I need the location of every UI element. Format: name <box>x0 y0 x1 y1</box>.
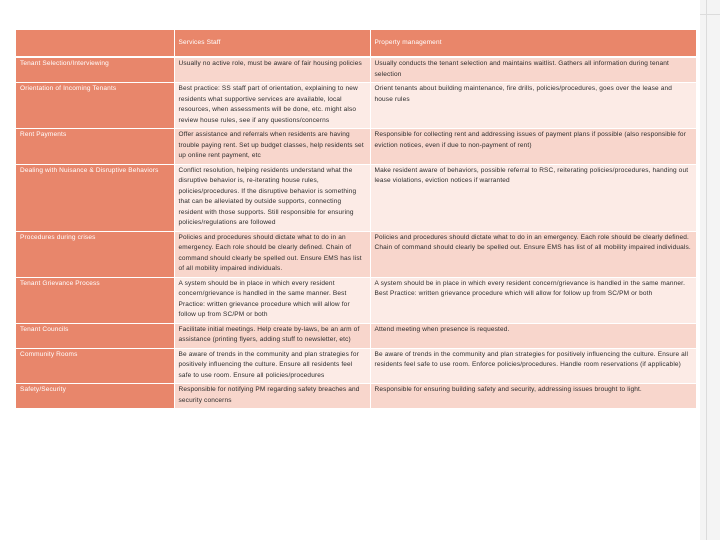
property-cell: Usually conducts the tenant selection and maintains waitlist. Gathers all information during tenant selection <box>370 57 696 83</box>
row-label: Community Rooms <box>16 348 174 384</box>
table-row <box>16 384 696 409</box>
property-cell: Make resident aware of behaviors, possible referral to RSC, reiterating policies/procedures, handing out lease violations, eviction notices if warranted <box>370 164 696 231</box>
table-row <box>16 323 696 348</box>
property-cell: Responsible for ensuring building safety and security, addressing issues brought to light. <box>370 384 696 409</box>
property-cell: A system should be in place in which every resident concern/grievance is handled in the same manner. Best Practice: written grievance procedure which will allow for follow up from SC/PM or both <box>370 277 696 323</box>
services-cell: Policies and procedures should dictate what to do in an emergency. Each role should be clearly defined. Chain of command should clearly be spelled out. Ensure EMS has list of all mobility impaired individuals. <box>174 231 370 277</box>
row-label: Procedures during crises <box>16 231 174 277</box>
property-cell: Attend meeting when presence is requested. <box>370 323 696 348</box>
roles-table <box>16 30 696 409</box>
services-cell: A system should be in place in which every resident concern/grievance is handled in the same manner. Best Practice: written grievance procedure which will allow for follow up from SC/PM or both <box>174 277 370 323</box>
property-cell: Responsible for collecting rent and addressing issues of payment plans if possible (also responsible for eviction notices, even if due to non-payment of rent) <box>370 129 696 165</box>
property-cell: Orient tenants about building maintenance, fire drills, policies/procedures, goes over the lease and house rules <box>370 83 696 129</box>
property-cell: Policies and procedures should dictate what to do in an emergency. Each role should be clearly defined. Chain of command should clearly be spelled out. Ensure EMS has list of all mobility impaired individuals. <box>370 231 696 277</box>
services-cell: Responsible for notifying PM regarding safety breaches and security concerns <box>174 384 370 409</box>
header-property-management: Property management <box>370 30 696 57</box>
services-cell: Offer assistance and referrals when residents are having trouble paying rent. Set up budget classes, help residents set up online rent payment, etc <box>174 129 370 165</box>
row-label: Rent Payments <box>16 129 174 165</box>
services-cell: Best practice: SS staff part of orientation, explaining to new residents what supportive services are available, local resources, when assessments will be done, etc. might also review house rules, see if any questions/concerns <box>174 83 370 129</box>
services-cell: Facilitate initial meetings. Help create by-laws, be an arm of assistance (printing flyers, adding stuff to newsletter, etc) <box>174 323 370 348</box>
page-number: 9 <box>656 466 663 480</box>
table-row <box>16 348 696 384</box>
row-label: Dealing with Nuisance & Disruptive Behaviors <box>16 164 174 231</box>
table-header-row <box>16 30 696 57</box>
property-cell: Be aware of trends in the community and plan strategies for positively influencing the culture. Ensure all residents feel safe to use room. Enforce policies/procedures. Handle room reservations (if applicable) <box>370 348 696 384</box>
row-label: Tenant Selection/Interviewing <box>16 57 174 83</box>
row-label: Tenant Grievance Process <box>16 277 174 323</box>
row-label: Orientation of Incoming Tenants <box>16 83 174 129</box>
table-row <box>16 129 696 165</box>
header-empty-cell <box>16 30 174 57</box>
slide-right-border-line <box>706 0 707 540</box>
services-cell: Usually no active role, must be aware of fair housing policies <box>174 57 370 83</box>
slide-top-corner-line <box>700 14 720 15</box>
slide-right-border <box>700 0 720 540</box>
table-row <box>16 83 696 129</box>
row-label: Tenant Councils <box>16 323 174 348</box>
services-cell: Be aware of trends in the community and plan strategies for positively influencing the culture. Ensure all residents feel safe to use room. Ensure all policies/procedures <box>174 348 370 384</box>
table-row <box>16 57 696 83</box>
services-cell: Conflict resolution, helping residents understand what the disruptive behavior is, re-iterating house rules, policies/procedures. If the disruptive behavior is something that can be alleviated by outside supports, connecting resident with those supports. Still responsible for ensuring policies/regulations are followed <box>174 164 370 231</box>
table-row <box>16 231 696 277</box>
row-label: Safety/Security <box>16 384 174 409</box>
table-row <box>16 277 696 323</box>
table-row <box>16 164 696 231</box>
header-services-staff: Services Staff <box>174 30 370 57</box>
slide-left-margin <box>0 0 12 540</box>
